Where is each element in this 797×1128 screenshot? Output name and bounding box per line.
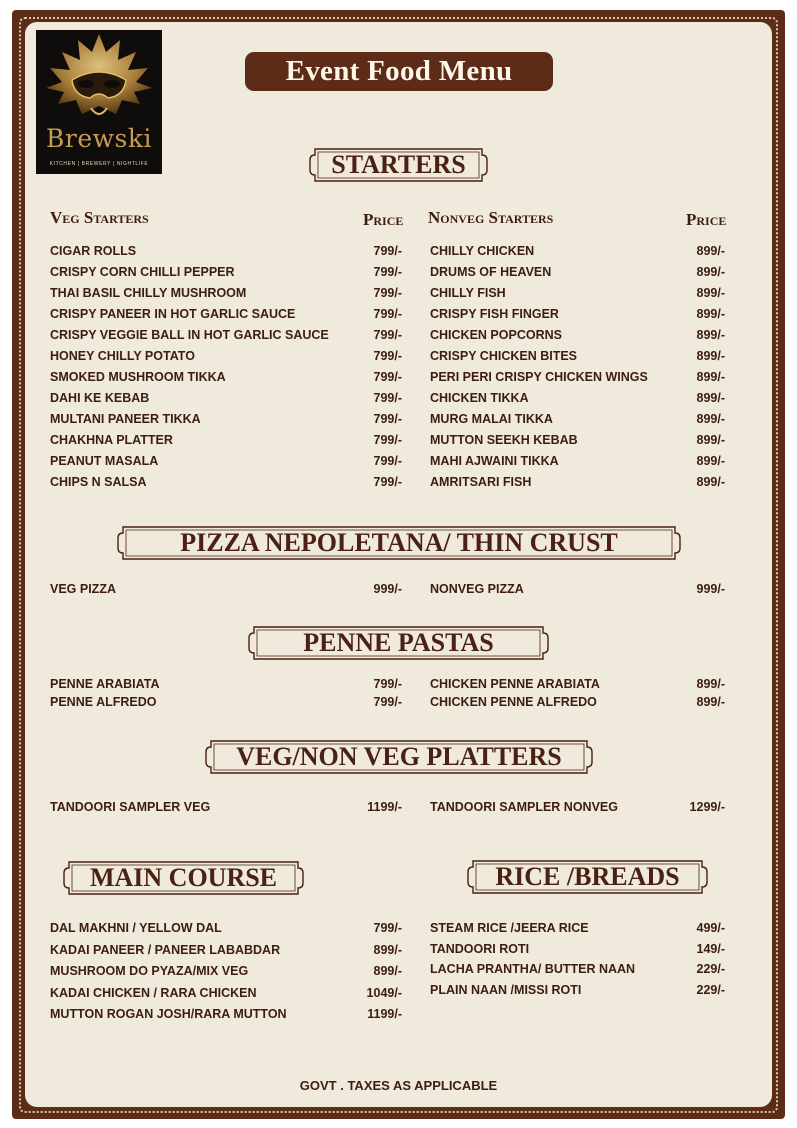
menu-item-name: PLAIN NAAN /MISSI ROTI — [430, 982, 582, 997]
section-starters — [309, 148, 488, 182]
menu-item-price: 799/- — [373, 307, 402, 321]
menu-item-name: MURG MALAI TIKKA — [430, 412, 553, 426]
logo-tagline: KITCHEN | BREWERY | NIGHTLIFE — [49, 161, 149, 167]
menu-item — [50, 943, 402, 963]
menu-item — [50, 921, 402, 941]
menu-item-name: PEANUT MASALA — [50, 454, 159, 468]
menu-item — [50, 307, 402, 327]
menu-item-name: VEG PIZZA — [50, 582, 116, 596]
menu-item-price: 149/- — [696, 941, 725, 956]
menu-item — [50, 695, 402, 715]
mask-icon — [36, 30, 162, 130]
logo-name: Brewski — [46, 124, 152, 153]
section-pizza-title: PIZZA NEPOLETANA/ THIN CRUST — [180, 528, 618, 557]
menu-item — [430, 921, 725, 941]
menu-item — [430, 983, 725, 1003]
menu-item-price: 799/- — [373, 677, 402, 691]
menu-item-price: 999/- — [696, 582, 725, 596]
menu-item-price: 799/- — [373, 391, 402, 405]
menu-item-name: CRISPY FISH FINGER — [430, 307, 559, 321]
section-starters-title: STARTERS — [331, 150, 466, 179]
menu-item-price: 899/- — [696, 695, 725, 709]
section-pizza — [117, 526, 681, 560]
menu-item-price: 1199/- — [367, 800, 402, 814]
menu-item-price: 899/- — [696, 475, 725, 489]
menu-item-name: CRISPY CORN CHILLI PEPPER — [50, 265, 235, 279]
menu-item-name: HONEY CHILLY POTATO — [50, 349, 195, 363]
menu-item-price: 799/- — [373, 921, 402, 935]
menu-item-price: 1199/- — [367, 1007, 402, 1021]
menu-item-price: 899/- — [373, 942, 402, 957]
menu-item — [430, 475, 725, 495]
page-title: Event Food Menu — [245, 52, 553, 91]
menu-item-name: AMRITSARI FISH — [430, 475, 532, 489]
menu-item-name: TANDOORI SAMPLER NONVEG — [430, 800, 618, 814]
menu-item-price: 899/- — [373, 964, 402, 978]
menu-item — [430, 433, 725, 453]
menu-item-name: MAHI AJWAINI TIKKA — [430, 454, 559, 468]
menu-item — [430, 244, 725, 264]
section-rice-breads-title: RICE /BREADS — [495, 862, 680, 891]
menu-item-price: 899/- — [696, 349, 725, 363]
menu-item-price: 1299/- — [689, 800, 725, 814]
menu-item-name: CRISPY VEGGIE BALL IN HOT GARLIC SAUCE — [50, 328, 329, 342]
menu-item-name: CRISPY CHICKEN BITES — [430, 349, 578, 363]
menu-item — [50, 475, 402, 495]
menu-item — [50, 391, 402, 411]
menu-item-price: 799/- — [373, 433, 402, 447]
menu-item — [430, 582, 725, 602]
menu-item-price: 999/- — [373, 582, 402, 596]
section-main-course — [63, 861, 304, 895]
menu-item-name: STEAM RICE /JEERA RICE — [430, 921, 589, 935]
menu-item-name: MUSHROOM DO PYAZA/MIX VEG — [50, 964, 249, 978]
menu-item-price: 799/- — [373, 454, 402, 468]
menu-item-name: CHICKEN POPCORNS — [430, 328, 562, 342]
menu-item-name: MUTTON ROGAN JOSH/RARA MUTTON — [50, 1007, 287, 1021]
menu-item-name: PENNE ALFREDO — [50, 695, 157, 709]
menu-item — [430, 391, 725, 411]
menu-item-name: CHICKEN TIKKA — [430, 391, 529, 405]
menu-item-name: CHILLY FISH — [430, 286, 506, 300]
menu-item-price: 499/- — [696, 921, 725, 935]
menu-item-name: LACHA PRANTHA/ BUTTER NAAN — [430, 962, 636, 976]
menu-item-price: 899/- — [696, 328, 725, 342]
menu-item-price: 899/- — [696, 244, 725, 258]
menu-item — [430, 962, 725, 982]
menu-item — [430, 454, 725, 474]
menu-item — [430, 307, 725, 327]
menu-item-name: PENNE ARABIATA — [50, 677, 160, 691]
menu-item-price: 799/- — [373, 349, 402, 363]
menu-item-price: 1049/- — [366, 985, 402, 1000]
menu-item — [430, 265, 725, 285]
menu-item-name: KADAI PANEER / PANEER LABABDAR — [50, 942, 281, 957]
brewski-logo — [36, 30, 162, 174]
menu-item — [50, 328, 402, 348]
menu-item — [50, 433, 402, 453]
menu-item — [50, 412, 402, 432]
menu-item — [50, 1007, 402, 1027]
menu-item-name: CHICKEN PENNE ARABIATA — [430, 677, 600, 691]
menu-item — [430, 677, 725, 697]
section-platters — [205, 740, 593, 774]
nonveg-starters-heading: Nonveg Starters — [428, 208, 554, 227]
section-platters-title: VEG/NON VEG PLATTERS — [236, 742, 562, 771]
menu-item — [50, 582, 402, 602]
menu-item — [50, 800, 402, 820]
menu-item — [430, 370, 725, 390]
menu-item-name: NONVEG PIZZA — [430, 582, 524, 596]
menu-item-price: 799/- — [373, 286, 402, 300]
menu-item-price: 799/- — [373, 695, 402, 709]
section-main-course-title: MAIN COURSE — [89, 863, 278, 892]
veg-starters-heading: Veg Starters — [50, 208, 149, 227]
menu-item — [50, 349, 402, 369]
menu-item — [50, 454, 402, 474]
section-rice-breads — [467, 860, 708, 894]
menu-item-price: 229/- — [696, 982, 725, 997]
menu-item-price: 899/- — [696, 677, 725, 691]
menu-item-name: KADAI CHICKEN / RARA CHICKEN — [50, 985, 257, 1000]
menu-item-price: 229/- — [696, 962, 725, 976]
menu-item — [50, 677, 402, 697]
veg-price-heading: Price — [363, 210, 404, 229]
nonveg-price-heading: Price — [686, 210, 727, 229]
menu-item — [430, 328, 725, 348]
menu-item — [50, 964, 402, 984]
menu-item — [430, 942, 725, 962]
menu-item-price: 799/- — [373, 328, 402, 342]
menu-item — [430, 349, 725, 369]
menu-item-name: SMOKED MUSHROOM TIKKA — [50, 370, 226, 384]
menu-item-price: 899/- — [696, 286, 725, 300]
menu-item-name: TANDOORI ROTI — [430, 941, 530, 956]
menu-item — [430, 800, 725, 820]
menu-item-price: 899/- — [696, 454, 725, 468]
menu-item-name: CHILLY CHICKEN — [430, 244, 535, 258]
menu-item-name: PERI PERI CRISPY CHICKEN WINGS — [430, 370, 648, 384]
menu-item-price: 899/- — [696, 391, 725, 405]
menu-item — [50, 286, 402, 306]
section-pasta-title: PENNE PASTAS — [303, 628, 494, 657]
menu-item — [50, 986, 402, 1006]
menu-item — [430, 412, 725, 432]
menu-item-price: 899/- — [696, 412, 725, 426]
menu-item-name: DAL MAKHNI / YELLOW DAL — [50, 921, 222, 935]
menu-item-name: THAI BASIL CHILLY MUSHROOM — [50, 286, 247, 300]
menu-item-price: 799/- — [373, 265, 402, 279]
menu-item-name: MULTANI PANEER TIKKA — [50, 412, 201, 426]
menu-item-name: CIGAR ROLLS — [50, 244, 137, 258]
menu-item-name: MUTTON SEEKH KEBAB — [430, 433, 578, 447]
menu-item-price: 799/- — [373, 412, 402, 426]
menu-item-price: 799/- — [373, 475, 402, 489]
menu-item-name: DRUMS OF HEAVEN — [430, 265, 552, 279]
menu-item-price: 799/- — [373, 244, 402, 258]
menu-item — [430, 695, 725, 715]
menu-item-name: CHAKHNA PLATTER — [50, 433, 173, 447]
menu-item-price: 899/- — [696, 307, 725, 321]
menu-item — [50, 370, 402, 390]
menu-item — [430, 286, 725, 306]
menu-item-name: TANDOORI SAMPLER VEG — [50, 800, 211, 814]
menu-item-price: 899/- — [696, 265, 725, 279]
menu-item-name: CHICKEN PENNE ALFREDO — [430, 695, 597, 709]
menu-item-name: CRISPY PANEER IN HOT GARLIC SAUCE — [50, 307, 296, 321]
menu-item-price: 899/- — [696, 433, 725, 447]
menu-item-price: 899/- — [696, 370, 725, 384]
menu-item-name: DAHI KE KEBAB — [50, 391, 150, 405]
menu-item-price: 799/- — [373, 370, 402, 384]
footer-note: GOVT . TAXES AS APPLICABLE — [299, 1078, 498, 1093]
menu-item-name: CHIPS N SALSA — [50, 475, 147, 489]
menu-item — [50, 265, 402, 285]
section-pasta — [248, 626, 549, 660]
menu-item — [50, 244, 402, 264]
